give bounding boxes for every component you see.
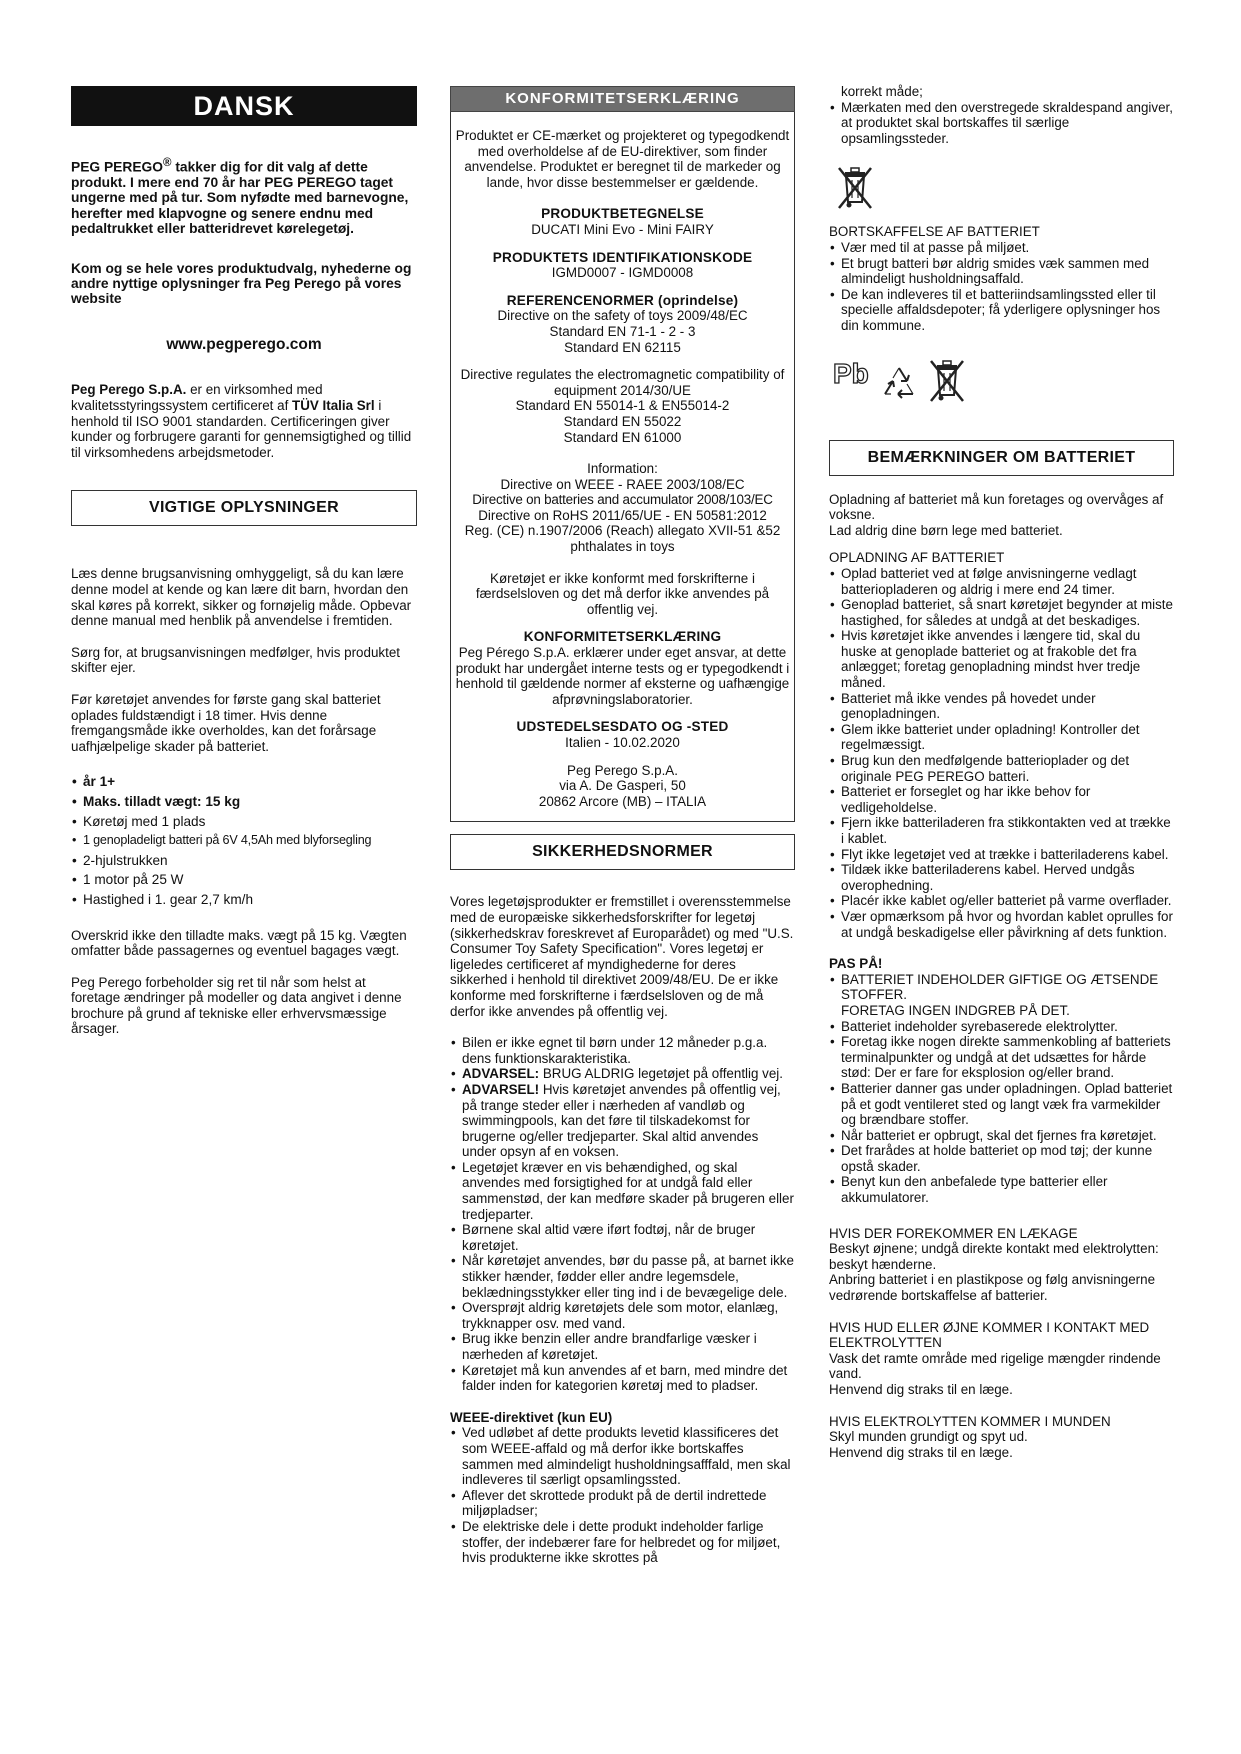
charging-item-11: • Placér ikke kablet og/eller batteriet på varme overflader.	[829, 893, 1174, 909]
info-line-3: Directive on RoHS 2011/65/UE - EN 50581:2012	[478, 507, 767, 523]
brand-name: PEG PEREGO	[71, 159, 164, 175]
safety-item-6: • Når køretøjet anvendes, bør du passe på, at barnet ikke stikker hænder, fødder eller andre legemsdele, beklædningsstykker eller ting ind i de bevægelige dele.	[450, 1253, 795, 1300]
spec-motor: • 1 motor på 25 W	[71, 872, 417, 888]
tuv-name: TÜV Italia Srl	[292, 398, 375, 414]
warning-text: Hvis køretøjet anvendes på offentlig vej, på trange steder eller i nærheden af vandløb og swimmingpools, kan det føre til tilskadekomst for brugerne og/eller tredjeparter. Skal altid anvendes under opsyn af en voksen.	[462, 1081, 781, 1160]
address-line-2: via A. De Gasperi, 50	[559, 778, 686, 794]
warning-label: ADVARSEL!	[462, 1081, 540, 1097]
charging-item-5: • Glem ikke batteriet under opladning! Kontroller det regelmæssigt.	[829, 722, 1174, 753]
safety-paragraph: Vores legetøjsprodukter er fremstillet i overensstemmelse med de europæiske sikkerhedsforskrifter for legetøj (sikkerhedskrav foreskrevet af Europarådet) og med "U.S. Consumer Toy Safety Specification". Vores legetøj er ligeledes certificeret af myndighederne for deres sikkerhed i henhold til direktivet 2009/48/EU. De er ikke konforme med forskrifterne i færdselsloven og de må derfor ikke anvendes på offentlig vej.	[450, 894, 794, 1019]
battery-notes-paragraph: Opladning af batteriet må kun foretages og overvåges af voksne. Lad aldrig dine børn lege med batteriet.	[829, 491, 1164, 538]
battery-disposal-item-1: • Vær med til at passe på miljøet.	[829, 240, 1174, 256]
safety-list	[450, 1035, 795, 1394]
safety-item-3	[450, 1082, 795, 1160]
reference-line-1: Directive on the safety of toys 2009/48/EC	[497, 308, 748, 324]
battery-disposal-item-3: • De kan indleveres til et batteriindsamlingssted eller til specielle affaldsdepoter; få yderligere oplysninger hos din kommune.	[829, 287, 1174, 334]
instructions-paragraph: Læs denne brugsanvisning omhyggeligt, så du kan lære denne model at kende og kan lære dit barn, hvordan den skal køres på korrekt, sikker og fornøjelig måde. Opbevar denne manual med henblik på anvendelse i fremtiden.	[71, 566, 412, 629]
warning-item-2: • Batteriet indeholder syrebaserede elektrolytter.	[829, 1019, 1174, 1035]
language-title: DANSK	[71, 86, 417, 126]
safety-item-9: • Køretøjet må kun anvendes af et barn, med mindre det falder inden for kategorien køretøj med to pladser.	[450, 1363, 795, 1394]
battery-disposal-list	[829, 240, 1174, 334]
warning-item-6: • Det frarådes at holde batteriet op mod tøj; der kunne opstå skader.	[829, 1143, 1174, 1174]
weee-item-2: • Aflever det skrottede produkt på de dertil indrettede miljøpladser;	[450, 1488, 795, 1519]
conformity-declaration-heading: KONFORMITETSERKLÆRING	[523, 629, 722, 645]
mouth-contact-paragraph: Skyl munden grundigt og spyt ud. Henvend dig straks til en læge.	[829, 1429, 1028, 1460]
intro-paragraph	[71, 156, 417, 237]
reference-heading: REFERENCENORMER (oprindelse)	[506, 292, 739, 308]
safety-item-4: • Legetøjet kræver en vis behændighed, og skal anvendes med forsigtighed for at undgå fald eller sammenstød, der kan medføre skader på brugeren eller tredjeparter.	[450, 1160, 795, 1222]
spec-speed: • Hastighed i 1. gear 2,7 km/h	[71, 892, 417, 908]
leak-heading: HVIS DER FOREKOMMER EN LÆKAGE	[829, 1225, 1078, 1241]
address-line-1: Peg Perego S.p.A.	[567, 762, 678, 778]
owner-change-paragraph: Sørg for, at brugsanvisningen medfølger, hvis produktet skifter ejer.	[71, 644, 400, 676]
skin-contact-heading: HVIS HUD ELLER ØJNE KOMMER I KONTAKT MED ELEKTROLYTTEN	[829, 1319, 1150, 1351]
disclaimer-paragraph: Peg Perego forbeholder sig ret til når som helst at foretage ændringer på modeller og data angivet i denne brochure på grund af tekniske eller erhvervsmæssige årsager.	[71, 974, 402, 1037]
reference-line-2: Standard EN 71-1 - 2 - 3	[549, 323, 696, 339]
first-charge-paragraph: Før køretøjet anvendes for første gang skal batteriet oplades fuldstændigt i 18 timer. Hvis denne fremgangsmåde ikke overholdes, kan det forårsage uafhjælpelige skader på batteriet.	[71, 691, 381, 754]
warning-item-1: • BATTERIET INDEHOLDER GIFTIGE OG ÆTSENDE STOFFER. FORETAG INGEN INDGREB PÅ DET.	[829, 972, 1174, 1019]
spec-battery: • 1 genopladeligt batteri på 6V 4,5Ah med blyforsegling	[71, 833, 417, 849]
product-id-heading: PRODUKTETS IDENTIFIKATIONSKODE	[492, 249, 753, 265]
charging-item-7: • Batteriet er forseglet og har ikke behov for vedligeholdelse.	[829, 784, 1174, 815]
warning-text: BRUG ALDRIG legetøjet på offentlig vej.	[539, 1066, 784, 1082]
column-right	[829, 84, 1174, 1460]
charging-item-4: • Batteriet må ikke vendes på hovedet under genopladningen.	[829, 691, 1174, 722]
spec-max-weight: • Maks. tilladt vægt: 15 kg	[71, 794, 417, 810]
conformity-declaration-text: Peg Pérego S.p.A. erklærer under eget ansvar, at dette produkt har undergået interne tests og er typegodkendt i henhold til gældende normer af eksterne og uafhængige afprøvningslaboratorier.	[455, 645, 790, 707]
website-url: www.pegperego.com	[166, 335, 322, 353]
product-name-heading: PRODUKTBETEGNELSE	[541, 206, 704, 222]
safety-item-2	[450, 1066, 795, 1082]
charging-heading: OPLADNING AF BATTERIET	[829, 550, 1005, 566]
emc-line-3: Standard EN 55022	[563, 413, 682, 429]
weee-continuation: korrekt måde;	[841, 84, 923, 99]
emc-line-4: Standard EN 61000	[563, 429, 682, 445]
crossed-out-bin-icon	[833, 162, 877, 212]
battery-notes-heading: BEMÆRKNINGER OM BATTERIET	[829, 440, 1174, 476]
info-line-1: Directive on WEEE - RAEE 2003/108/EC	[500, 476, 745, 492]
charging-item-1: • Oplad batteriet ved at følge anvisningerne vedlagt batteriopladeren og aldrig i mere end 24 timer.	[829, 566, 1174, 597]
weee-item-1: • Ved udløbet af dette produkts levetid klassificeres det som WEEE-affald og må derfor ikke bortskaffes sammen med almindeligt husholdningsafffald, men skal indleveres til særligt opsamlingssted.	[450, 1425, 795, 1487]
weee-list-cont	[829, 100, 1174, 147]
safety-item-5: • Børnene skal altid være iført fodtøj, når de bruger køretøjet.	[450, 1222, 795, 1253]
safety-item-1: • Bilen er ikke egnet til børn under 12 måneder p.g.a. dens funktionskarakteristika.	[450, 1035, 795, 1066]
issue-date-heading: UDSTEDELSESDATO OG -STED	[516, 719, 729, 735]
crossed-out-bin-icon	[925, 354, 969, 406]
charging-item-10: • Tildæk ikke batteriladerens kabel. Herved undgås overophedning.	[829, 862, 1174, 893]
charging-item-3: • Hvis køretøjet ikke anvendes i længere tid, skal du huske at genoplade batteriet og at frakoble det fra anlægget; foretag genopladning mindst hver tredje måned.	[829, 628, 1174, 690]
warning-item-3: • Foretag ikke nogen direkte sammenkobling af batteriets terminalpunkter og undgå at det udsættes for hårde stød: Der er fare for eksplosion og/eller brand.	[829, 1034, 1174, 1081]
weee-item-3: • De elektriske dele i dette produkt indeholder farlige stoffer, der indebærer fare for helbredet og for miljøet, hvis produkterne ikke skrottes på	[450, 1519, 795, 1566]
weight-paragraph: Overskrid ikke den tilladte maks. vægt på 15 kg. Vægten omfatter både passagernes og eventuel bagages vægt.	[71, 927, 407, 959]
safety-item-8: • Brug ikke benzin eller andre brandfarlige væsker i nærheden af køretøjet.	[450, 1331, 795, 1362]
registered-mark: ®	[163, 157, 172, 169]
weee-list	[450, 1425, 795, 1565]
charging-item-8: • Fjern ikke batteriladeren fra stikkontakten ved at trække i kablet.	[829, 815, 1174, 846]
warning-item-7: • Benyt kun den anbefalede type batterier eller akkumulatorer.	[829, 1174, 1174, 1205]
spec-drive: • 2-hjulstrukken	[71, 853, 417, 869]
company-name: Peg Perego S.p.A.	[71, 382, 187, 398]
product-name-value: DUCATI Mini Evo - Mini FAIRY	[531, 221, 714, 237]
website-invite: Kom og se hele vores produktudvalg, nyhederne og andre nyttige oplysninger fra Peg Perego på vores website	[71, 260, 412, 307]
cert-text-2: i henhold til ISO 9001 standarden. Certificeringen giver kunder og forbrugere garanti for gennemsigtighed og tillid til virksomhedens arbejdsmetoder.	[71, 398, 412, 460]
spec-seats: • Køretøj med 1 plads	[71, 814, 417, 830]
spec-age: • år 1+	[71, 774, 417, 790]
weee-item-4: • Mærkaten med den overstregede skraldespand angiver, at produktet skal bortskaffes til særlige opsamlingssteder.	[829, 100, 1174, 147]
warning-list	[829, 972, 1174, 1206]
intro-text: takker dig for dit valg af dette produkt. I mere end 70 år har PEG PEREGO taget ungerne med på tur. Som nyfødte med barnevogne, herefter med klapvogne og senere endnu med pedaltrukket eller batteridrevet kørelegetøj.	[71, 159, 409, 237]
cert-text-1: er en virksomhed med kvalitetsstyringssystem certificeret af	[71, 382, 323, 414]
lead-pb-icon: Pb	[833, 357, 869, 389]
emc-line-1: Directive regulates the electromagnetic compatibility of equipment 2014/30/UE	[460, 367, 785, 398]
column-left	[71, 86, 417, 1037]
address-line-3: 20862 Arcore (MB) – ITALIA	[538, 793, 707, 809]
warning-label: ADVARSEL:	[462, 1066, 540, 1082]
spec-list	[71, 774, 417, 907]
certification-paragraph	[71, 382, 417, 460]
battery-disposal-item-2: • Et brugt batteri bør aldrig smides væk sammen med almindeligt husholdningsaffald.	[829, 256, 1174, 287]
charging-list	[829, 566, 1174, 940]
weee-icon-row	[829, 162, 1174, 220]
product-id-value: IGMD0007 - IGMD0008	[551, 265, 694, 281]
conformity-box	[450, 112, 795, 822]
info-line-2: Directive on batteries and accumulator 2008/103/EC	[472, 492, 773, 508]
conformity-heading: KONFORMITETSERKLÆRING	[450, 86, 795, 112]
column-middle	[450, 86, 795, 1566]
recycle-icon	[879, 364, 919, 402]
weee-heading: WEEE-direktivet (kun EU)	[450, 1409, 613, 1425]
mouth-contact-heading: HVIS ELEKTROLYTTEN KOMMER I MUNDEN	[829, 1413, 1111, 1429]
safety-heading: SIKKERHEDSNORMER	[450, 834, 795, 870]
info-heading: Information:	[587, 461, 658, 477]
safety-item-7: • Oversprøjt aldrig køretøjets dele som motor, elanlæg, trykknapper osv. med vand.	[450, 1300, 795, 1331]
emc-line-2: Standard EN 55014-1 & EN55014-2	[515, 398, 730, 414]
charging-item-2: • Genoplad batteriet, så snart køretøjet begynder at miste hastighed, for således at undgå at det beskadiges.	[829, 597, 1174, 628]
issue-date-value: Italien - 10.02.2020	[565, 735, 680, 750]
charging-item-6: • Brug kun den medfølgende batterioplader og det originale PEG PEREGO batteri.	[829, 753, 1174, 784]
charging-item-9: • Flyt ikke legetøjet ved at trække i batteriladerens kabel.	[829, 847, 1174, 863]
warning-item-4: • Batterier danner gas under opladningen. Oplad batteriet på et godt ventileret sted og langt væk fra varmekilder og brændbare stoffer.	[829, 1081, 1174, 1128]
important-info-heading: VIGTIGE OPLYSNINGER	[71, 490, 417, 526]
battery-icon-row	[829, 354, 1174, 410]
warning-heading: PAS PÅ!	[829, 956, 883, 972]
conformity-intro: Produktet er CE-mærket og projekteret og typegodkendt med overholdelse af de EU-direktiver, som finder anvendelse. Produktet er beregnet til de markeder og lande, hvor disse bestemmelser er gældende.	[455, 128, 790, 190]
battery-disposal-heading: BORTSKAFFELSE AF BATTERIET	[829, 224, 1040, 240]
charging-item-12: • Vær opmærksom på hvor og hvordan kablet oprulles for at undgå beskadigelse eller påvirkning af dets funktion.	[829, 909, 1174, 940]
skin-contact-paragraph: Vask det ramte område med rigelige mængder rindende vand. Henvend dig straks til en læge.	[829, 1350, 1161, 1397]
not-conform-paragraph: Køretøjet er ikke konformt med forskrifterne i færdselsloven og det må derfor ikke anvendes på offentlig vej.	[475, 570, 770, 617]
reference-line-3: Standard EN 62115	[564, 339, 681, 355]
info-line-4: Reg. (CE) n.1907/2006 (Reach) allegato XVII-51 &52 phthalates in toys	[464, 523, 781, 555]
leak-paragraph: Beskyt øjnene; undgå direkte kontakt med elektrolytten: beskyt hænderne. Anbring batteriet i en plastikpose og følg anvisningerne vedrørende bortskaffelse af batterier.	[829, 1241, 1159, 1304]
warning-item-5: • Når batteriet er opbrugt, skal det fjernes fra køretøjet.	[829, 1128, 1174, 1144]
